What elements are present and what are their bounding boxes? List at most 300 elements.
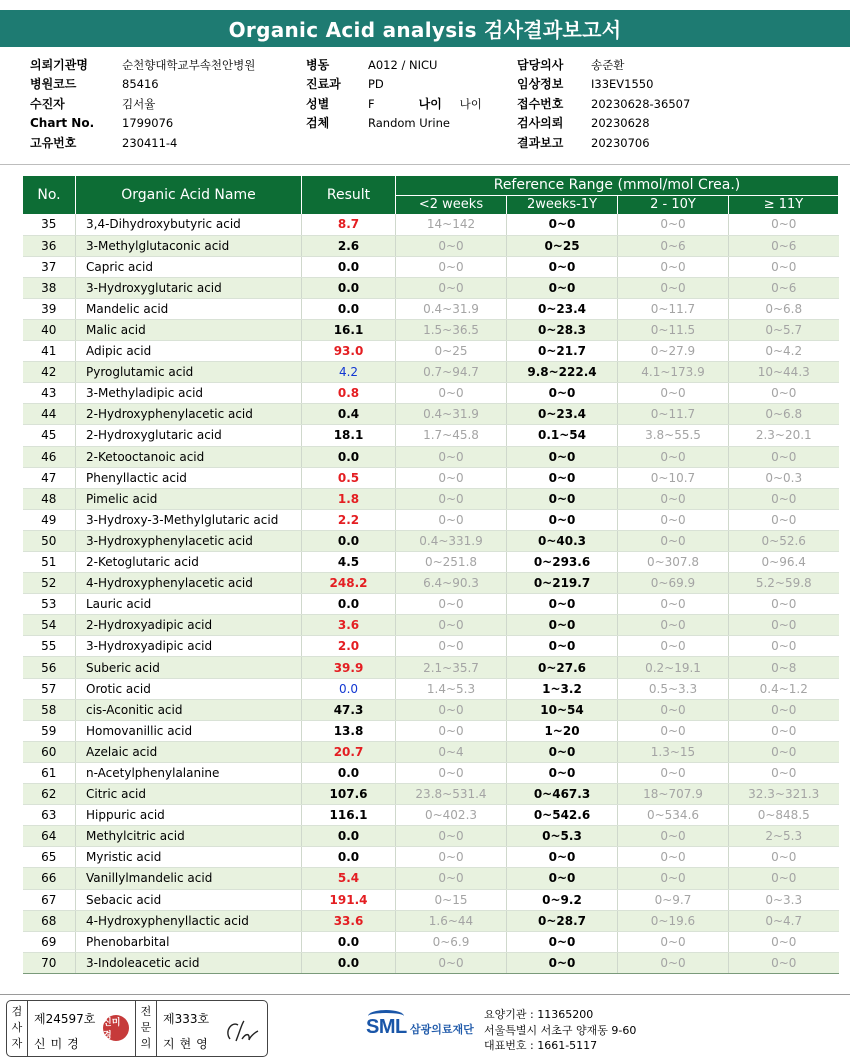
range-2-10-years: 0~0 [618,952,729,973]
table-row [23,509,839,530]
row-number: 64 [23,826,76,847]
range-11-years-plus: 0~4.2 [729,341,839,362]
result-text: 2.0 [337,639,360,654]
organic-acid-name: Orotic acid [76,678,302,699]
inspector-name: 신미경 [34,1037,84,1051]
result-value [302,910,396,931]
row-number: 66 [23,868,76,889]
range-under-2-weeks: 0~0 [396,952,507,973]
range-2-weeks-1-year: 0~0 [507,615,618,636]
result-value [302,636,396,657]
range-11-years-plus: 0~848.5 [729,805,839,826]
info-label: 수진자 [30,96,65,111]
result-text: 16.1 [333,323,364,338]
header-result: Result [302,176,396,214]
result-text: 8.7 [337,217,360,232]
organic-acid-name: 3-Methyladipic acid [76,383,302,404]
age-label: 나이 [418,96,442,111]
organic-acid-name: 2-Ketoglutaric acid [76,552,302,573]
result-value [302,868,396,889]
table-row [23,636,839,657]
organic-acid-name: 4-Hydroxyphenyllactic acid [76,910,302,931]
signature-box [6,1000,268,1057]
organic-acid-name: 3-Hydroxy-3-Methylglutaric acid [76,509,302,530]
row-number: 47 [23,467,76,488]
info-value: Random Urine [368,116,450,131]
range-2-weeks-1-year: 0~28.3 [507,319,618,340]
result-text: 0.8 [337,386,360,401]
organic-acid-name: 2-Hydroxyadipic acid [76,615,302,636]
organic-acid-name: Lauric acid [76,594,302,615]
table-row [23,826,839,847]
range-2-weeks-1-year: 0~0 [507,277,618,298]
range-under-2-weeks: 0.4~31.9 [396,298,507,319]
info-row [517,75,690,94]
footer-divider [0,994,850,995]
info-row [30,56,255,75]
row-number: 50 [23,530,76,551]
organic-acid-name: 3-Hydroxyglutaric acid [76,277,302,298]
range-11-years-plus: 0~0 [729,952,839,973]
info-label: 임상정보 [517,77,564,92]
row-number: 37 [23,256,76,277]
table-row [23,362,839,383]
sml-logo: SML 삼광의료재단 [366,1008,476,1048]
info-value: 순천향대학교부속천안병원 [122,58,256,72]
range-under-2-weeks: 0~0 [396,615,507,636]
range-11-years-plus: 0~96.4 [729,552,839,573]
result-value [302,488,396,509]
range-under-2-weeks: 0~251.8 [396,552,507,573]
reviewer-license-no: 제333호 [163,1012,210,1026]
range-under-2-weeks: 0~0 [396,488,507,509]
info-value: A012 / NICU [368,58,438,72]
range-2-10-years: 4.1~173.9 [618,362,729,383]
result-value [302,235,396,256]
range-11-years-plus: 0~0.3 [729,467,839,488]
result-value [302,889,396,910]
table-row [23,847,839,868]
row-number: 55 [23,636,76,657]
range-2-10-years: 0~0 [618,509,729,530]
range-11-years-plus: 0~0 [729,488,839,509]
range-2-10-years: 0~0 [618,594,729,615]
result-text: 116.1 [329,808,368,823]
organic-acid-name: 3-Indoleacetic acid [76,952,302,973]
inspector-label: 검사자 [11,1005,23,1050]
result-text: 5.4 [337,871,360,886]
row-number: 63 [23,805,76,826]
range-under-2-weeks: 6.4~90.3 [396,573,507,594]
range-under-2-weeks: 0~0 [396,446,507,467]
range-under-2-weeks: 0~15 [396,889,507,910]
range-under-2-weeks: 0~0 [396,826,507,847]
range-2-10-years: 0~19.6 [618,910,729,931]
info-label: 결과보고 [517,135,564,150]
organic-acid-name: Homovanillic acid [76,720,302,741]
result-text: 0.0 [337,955,360,970]
range-11-years-plus: 0~0 [729,636,839,657]
info-row [306,75,482,94]
row-number: 59 [23,720,76,741]
row-number: 56 [23,657,76,678]
table-row [23,952,839,973]
range-2-10-years: 0~307.8 [618,552,729,573]
row-number: 58 [23,699,76,720]
row-number: 41 [23,341,76,362]
range-under-2-weeks: 0~0 [396,467,507,488]
row-number: 57 [23,678,76,699]
organic-acid-name: Suberic acid [76,657,302,678]
range-under-2-weeks: 0~6.9 [396,931,507,952]
range-under-2-weeks: 1.7~45.8 [396,425,507,446]
table-row [23,931,839,952]
range-11-years-plus: 0~0 [729,720,839,741]
range-2-weeks-1-year: 0~0 [507,762,618,783]
table-row [23,615,839,636]
table-row [23,910,839,931]
header-reference-range: Reference Range (mmol/mol Crea.) [396,176,839,195]
result-value [302,741,396,762]
row-number: 43 [23,383,76,404]
table-row [23,762,839,783]
reviewer-name: 지현영 [163,1037,213,1051]
row-number: 54 [23,615,76,636]
report-title: Organic Acid analysis 검사결과보고서 [0,10,850,47]
table-row [23,741,839,762]
info-row [517,134,690,153]
row-number: 60 [23,741,76,762]
result-value [302,805,396,826]
result-value [302,298,396,319]
range-2-10-years: 0~0 [618,868,729,889]
range-11-years-plus: 0~6.8 [729,298,839,319]
patient-info-column-2 [306,56,482,134]
range-11-years-plus: 32.3~321.3 [729,784,839,805]
organic-acid-name: Hippuric acid [76,805,302,826]
result-text: 20.7 [333,744,364,759]
result-value [302,762,396,783]
range-under-2-weeks: 0~0 [396,594,507,615]
row-number: 36 [23,235,76,256]
info-label: Chart No. [30,116,95,131]
info-row [30,95,255,114]
info-label: 접수번호 [517,96,564,111]
result-text: 4.2 [338,365,359,380]
table-row [23,383,839,404]
result-value [302,552,396,573]
range-2-10-years: 0~0 [618,488,729,509]
range-11-years-plus: 0~0 [729,509,839,530]
result-value [302,341,396,362]
organic-acid-name: Vanillylmandelic acid [76,868,302,889]
result-value [302,256,396,277]
result-value [302,214,396,235]
range-2-weeks-1-year: 1~3.2 [507,678,618,699]
table-row [23,425,839,446]
range-under-2-weeks: 1.6~44 [396,910,507,931]
result-value [302,931,396,952]
table-row [23,319,839,340]
range-2-weeks-1-year: 0~0 [507,509,618,530]
range-2-10-years: 0~0 [618,636,729,657]
range-2-weeks-1-year: 0~27.6 [507,657,618,678]
result-text: 191.4 [329,892,368,907]
range-2-10-years: 0~0 [618,383,729,404]
result-text: 47.3 [333,702,364,717]
range-under-2-weeks: 23.8~531.4 [396,784,507,805]
range-2-10-years: 1.3~15 [618,741,729,762]
organic-acid-name: n-Acetylphenylalanine [76,762,302,783]
result-value [302,573,396,594]
patient-info-column-1 [30,56,255,153]
range-2-weeks-1-year: 10~54 [507,699,618,720]
range-under-2-weeks: 0~0 [396,256,507,277]
range-2-10-years: 0~0 [618,277,729,298]
result-text: 0.4 [337,407,360,422]
range-2-10-years: 0~0 [618,847,729,868]
range-2-weeks-1-year: 0~0 [507,446,618,467]
result-value [302,952,396,973]
range-2-weeks-1-year: 1~20 [507,720,618,741]
info-row [517,114,690,133]
range-under-2-weeks: 0~0 [396,762,507,783]
result-value [302,425,396,446]
range-11-years-plus: 0~8 [729,657,839,678]
range-2-weeks-1-year: 0.1~54 [507,425,618,446]
range-2-weeks-1-year: 0~23.4 [507,404,618,425]
organic-acid-name: Capric acid [76,256,302,277]
age-value: 나이 [459,96,482,111]
range-11-years-plus: 0~0 [729,868,839,889]
foundation-name: 삼광의료재단 [410,1023,474,1036]
result-value [302,404,396,425]
row-number: 42 [23,362,76,383]
range-11-years-plus: 0~0 [729,214,839,235]
result-value [302,362,396,383]
organic-acid-name: Sebacic acid [76,889,302,910]
result-value [302,826,396,847]
info-value: 230411-4 [122,135,178,150]
range-11-years-plus: 0~0 [729,594,839,615]
row-number: 38 [23,277,76,298]
result-text: 0.0 [337,280,360,295]
organic-acid-name: Azelaic acid [76,741,302,762]
range-2-weeks-1-year: 0~28.7 [507,910,618,931]
patient-info-column-3 [517,56,690,153]
table-row [23,235,839,256]
result-text: 0.0 [337,597,360,612]
info-label: 진료과 [306,77,341,92]
range-2-weeks-1-year: 0~0 [507,383,618,404]
range-2-weeks-1-year: 0~0 [507,214,618,235]
result-text: 0.0 [337,533,360,548]
row-number: 62 [23,784,76,805]
info-row [517,56,690,75]
table-row [23,868,839,889]
info-row [30,114,255,133]
organic-acid-name: 3-Methylglutaconic acid [76,235,302,256]
range-2-weeks-1-year: 9.8~222.4 [507,362,618,383]
result-value [302,657,396,678]
range-2-10-years: 0~6 [618,235,729,256]
range-2-weeks-1-year: 0~25 [507,235,618,256]
result-text: 2.2 [337,512,360,527]
table-row [23,467,839,488]
row-number: 35 [23,214,76,235]
result-text: 0.0 [337,449,360,464]
range-under-2-weeks: 0.4~331.9 [396,530,507,551]
range-2-10-years: 0~0 [618,214,729,235]
info-value: 1799076 [122,116,174,131]
range-11-years-plus: 0~0 [729,931,839,952]
organic-acid-name: Myristic acid [76,847,302,868]
result-text: 33.6 [333,913,364,928]
organic-acid-name: Phenyllactic acid [76,467,302,488]
info-label: 담당의사 [517,58,564,72]
reviewer-label: 전문의 [140,1005,152,1050]
range-under-2-weeks: 1.5~36.5 [396,319,507,340]
range-11-years-plus: 5.2~59.8 [729,573,839,594]
range-under-2-weeks: 0~0 [396,699,507,720]
info-label: 고유번호 [30,135,77,150]
range-2-weeks-1-year: 0~0 [507,847,618,868]
range-11-years-plus: 0~3.3 [729,889,839,910]
range-2-10-years: 0~10.7 [618,467,729,488]
result-value [302,277,396,298]
table-row [23,720,839,741]
result-value [302,467,396,488]
table-row [23,404,839,425]
range-2-10-years: 0.2~19.1 [618,657,729,678]
table-row [23,214,839,235]
table-row [23,699,839,720]
header-no: No. [23,176,76,214]
result-value [302,446,396,467]
range-2-weeks-1-year: 0~5.3 [507,826,618,847]
range-2-weeks-1-year: 0~293.6 [507,552,618,573]
header-range-11-years-plus: ≥ 11Y [729,195,839,214]
range-11-years-plus: 0~6.8 [729,404,839,425]
result-value [302,509,396,530]
result-text: 0.0 [337,829,360,844]
range-2-10-years: 0~27.9 [618,341,729,362]
result-text: 0.0 [337,934,360,949]
result-text: 248.2 [329,576,368,591]
info-value: 송준환 [591,58,625,72]
organic-acid-name: Malic acid [76,319,302,340]
range-2-weeks-1-year: 0~23.4 [507,298,618,319]
range-2-10-years: 0~11.5 [618,319,729,340]
range-11-years-plus: 0~0 [729,615,839,636]
range-under-2-weeks: 0.7~94.7 [396,362,507,383]
range-under-2-weeks: 0~0 [396,636,507,657]
range-2-weeks-1-year: 0~0 [507,931,618,952]
table-row [23,552,839,573]
range-11-years-plus: 0~0 [729,383,839,404]
table-row [23,594,839,615]
range-2-10-years: 0~0 [618,720,729,741]
range-2-weeks-1-year: 0~0 [507,741,618,762]
result-text: 13.8 [333,723,364,738]
range-11-years-plus: 0~6 [729,235,839,256]
row-number: 39 [23,298,76,319]
range-under-2-weeks: 1.4~5.3 [396,678,507,699]
info-row [30,134,255,153]
range-2-weeks-1-year: 0~0 [507,636,618,657]
range-2-10-years: 0.5~3.3 [618,678,729,699]
range-2-weeks-1-year: 0~0 [507,488,618,509]
inspector-seal-icon: 신미경 [103,1015,129,1041]
range-2-10-years: 0~0 [618,446,729,467]
organic-acid-name: 3,4-Dihydroxybutyric acid [76,214,302,235]
inspector-license-no: 제24597호 [34,1012,96,1026]
range-under-2-weeks: 0~0 [396,720,507,741]
result-value [302,678,396,699]
result-value [302,699,396,720]
header-range-2-weeks-1-year: 2weeks-1Y [507,195,618,214]
result-value [302,383,396,404]
organic-acid-name: Mandelic acid [76,298,302,319]
org-address: 서울특별시 서초구 양재동 9-60 [484,1023,637,1037]
info-value: F [368,96,375,111]
info-value: I33EV1550 [591,77,654,92]
info-label: 의뢰기관명 [30,58,88,72]
table-row [23,341,839,362]
range-2-10-years: 0~0 [618,762,729,783]
table-row [23,298,839,319]
row-number: 70 [23,952,76,973]
organic-acid-name: cis-Aconitic acid [76,699,302,720]
row-number: 44 [23,404,76,425]
info-row [30,75,255,94]
range-11-years-plus: 0~5.7 [729,319,839,340]
result-text: 107.6 [329,787,368,802]
range-2-weeks-1-year: 0~40.3 [507,530,618,551]
org-code: 요양기관 : 11365200 [484,1008,594,1021]
table-row [23,784,839,805]
info-value: 김서율 [122,96,156,111]
info-value: 85416 [122,77,159,92]
range-11-years-plus: 0~0 [729,741,839,762]
range-11-years-plus: 2~5.3 [729,826,839,847]
table-row [23,889,839,910]
row-number: 65 [23,847,76,868]
result-text: 4.5 [337,555,360,570]
range-2-10-years: 0~0 [618,256,729,277]
row-number: 46 [23,446,76,467]
result-value [302,615,396,636]
range-under-2-weeks: 0~0 [396,383,507,404]
header-name: Organic Acid Name [76,176,302,214]
range-2-10-years: 0~0 [618,530,729,551]
org-phone: 대표번호 : 1661-5117 [484,1039,598,1052]
info-label: 병원코드 [30,77,77,92]
table-row [23,530,839,551]
table-row [23,446,839,467]
range-11-years-plus: 2.3~20.1 [729,425,839,446]
result-text: 0.0 [337,259,360,274]
table-row [23,805,839,826]
range-under-2-weeks: 0~4 [396,741,507,762]
organic-acid-name: 4-Hydroxyphenylacetic acid [76,573,302,594]
range-2-10-years: 0~534.6 [618,805,729,826]
range-2-10-years: 0~11.7 [618,404,729,425]
table-row [23,573,839,594]
range-2-weeks-1-year: 0~0 [507,868,618,889]
result-value [302,784,396,805]
result-value [302,319,396,340]
